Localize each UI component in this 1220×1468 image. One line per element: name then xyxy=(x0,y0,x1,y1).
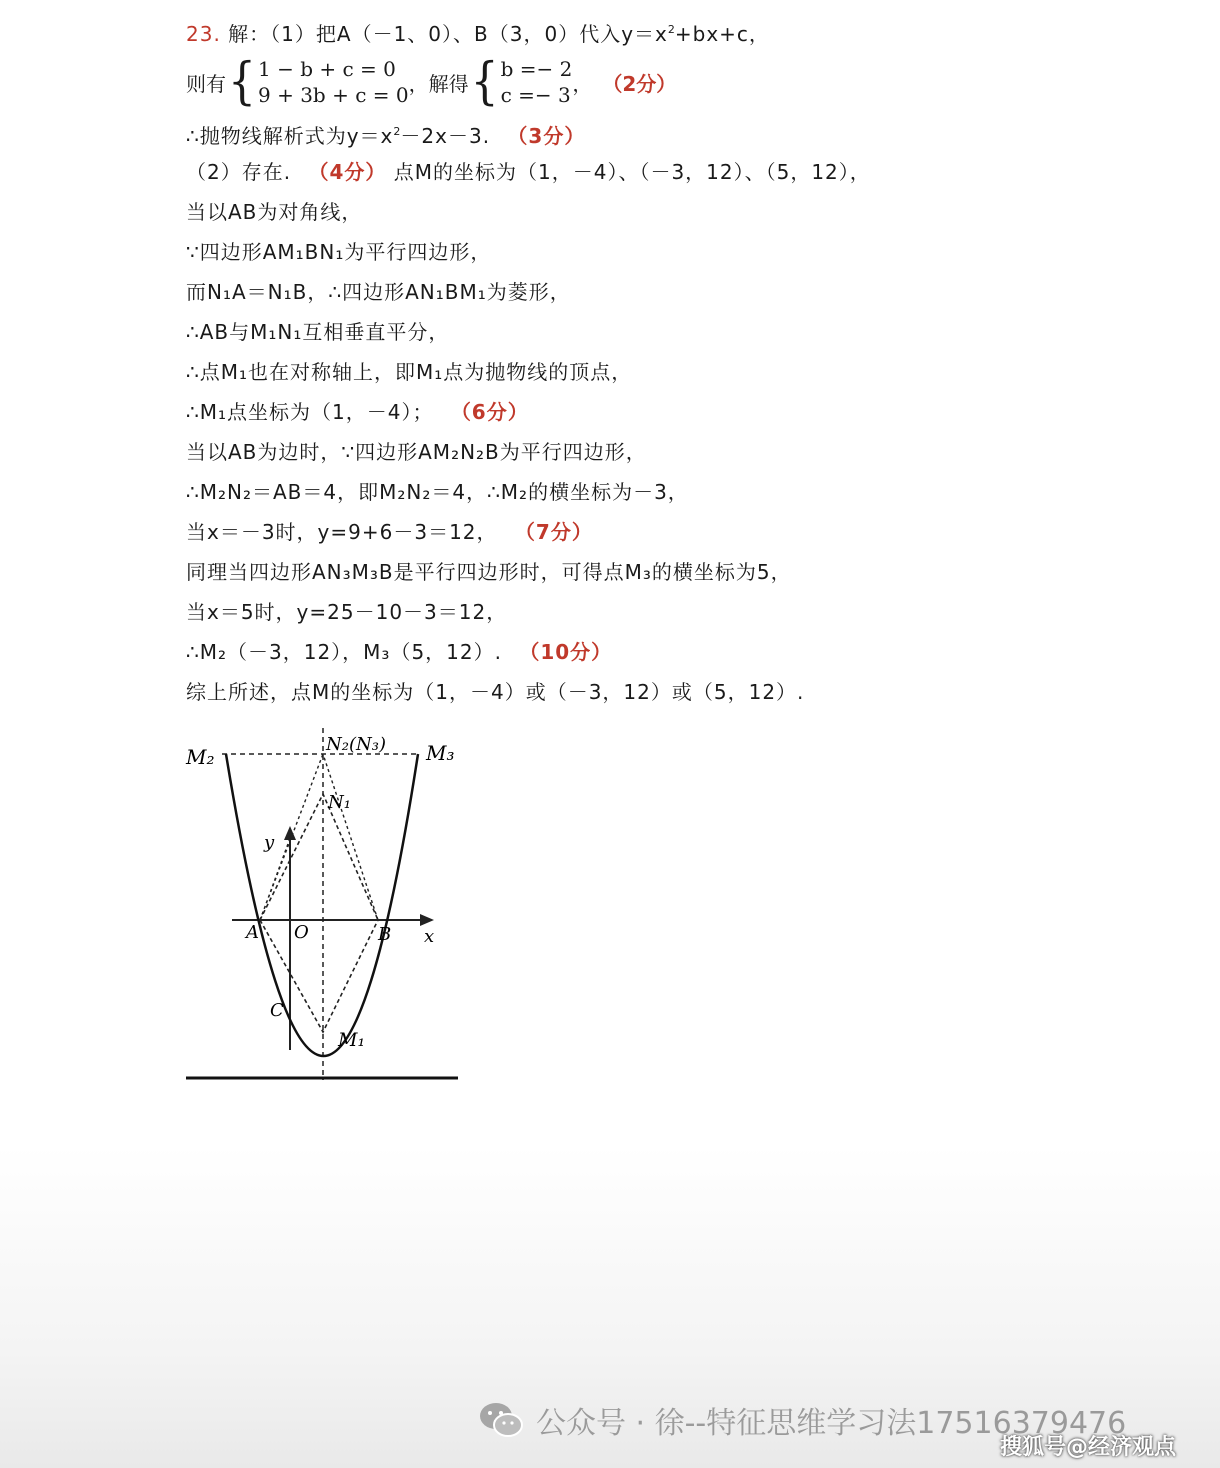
text-line: 当x＝5时，y=25－10－3＝12， xyxy=(186,600,508,624)
parabola xyxy=(226,754,418,1056)
parabola-figure xyxy=(180,720,480,1090)
text-line: ∴M₂（－3，12），M₃（5，12）. （10分） xyxy=(186,640,613,664)
text-line: 当以AB为对角线， xyxy=(186,200,363,224)
problem-number: 23. xyxy=(186,22,221,46)
text-line: 同理当四边形AN₃M₃B是平行四边形时，可得点M₃的横坐标为5， xyxy=(186,560,792,584)
score-4: （4分） xyxy=(308,160,387,184)
parabola-expression: ∴抛物线解析式为$y=x^2-2x-3$. （3分） xyxy=(186,124,586,148)
label-m2: M₂ xyxy=(186,745,215,769)
left-brace: { xyxy=(228,52,256,111)
rhombus-upper xyxy=(260,794,378,920)
text-line: ∴M₁点坐标为（1，－4）； （6分） xyxy=(186,400,529,424)
figure-svg xyxy=(180,720,480,1090)
solutions: b =− 2 c =− 3 xyxy=(500,57,573,107)
part-2-statement: （2）存在. （4分） 点M的坐标为（1，－4）、（－3，12）、（5，12）， xyxy=(186,160,871,184)
label-n1: N₁ xyxy=(328,792,351,813)
conclusion: 综上所述，点M的坐标为（1，－4）或（－3，12）或（5，12）. xyxy=(186,680,805,704)
equations: 1 − b + c = 0 9 + 3b + c = 0 xyxy=(258,57,409,107)
score-7: （7分） xyxy=(514,520,593,544)
text-line: 当以AB为边时，∵四边形AM₂N₂B为平行四边形， xyxy=(186,440,647,464)
left-brace-solution: { xyxy=(470,52,499,111)
score-10: （10分） xyxy=(519,640,613,664)
text-line: ∴M₂N₂＝AB＝4，即M₂N₂＝4，∴M₂的横坐标为－3， xyxy=(186,480,689,504)
label-o: O xyxy=(294,922,309,943)
label-y: y xyxy=(264,832,275,853)
x-axis-arrow xyxy=(420,914,434,926)
equation-system: 则有 { 1 − b + c = 0 9 + 3b + c = 0 ，解得 { b =− 2 c =− 3 ， （2分） xyxy=(186,52,677,111)
text-line: 当x＝－3时，y=9+6－3＝12， （7分） xyxy=(186,520,593,544)
score-6: （6分） xyxy=(450,400,529,424)
label-m1: M₁ xyxy=(338,1029,366,1051)
text-line: ∴点M₁也在对称轴上，即M₁点为抛物线的顶点， xyxy=(186,360,633,384)
score-3: （3分） xyxy=(507,124,586,148)
score-2: （2分） xyxy=(602,71,677,96)
problem-intro: 23. 解：（1）把A（－1、0）、B（3，0）代入$y=x^2+bx+c$， xyxy=(186,22,770,46)
label-m3: M₃ xyxy=(426,741,455,765)
text-line: ∴AB与M₁N₁互相垂直平分， xyxy=(186,320,450,344)
label-a: A xyxy=(246,922,259,943)
sohu-watermark: 搜狐号@经济观点 xyxy=(1000,1435,1177,1460)
label-c: C xyxy=(270,1000,284,1021)
text-line: ∵四边形AM₁BN₁为平行四边形， xyxy=(186,240,492,264)
label-b: B xyxy=(378,924,392,945)
b-n2-line xyxy=(323,754,378,920)
text-line: 而N₁A＝N₁B，∴四边形AN₁BM₁为菱形， xyxy=(186,280,571,304)
label-x: x xyxy=(424,926,435,947)
watermark-text: 公众号 · 徐--特征思维学习法17516379476 xyxy=(536,1406,1127,1441)
label-n2-n3: N₂(N₃) xyxy=(326,734,386,755)
wechat-icon xyxy=(478,1400,524,1440)
